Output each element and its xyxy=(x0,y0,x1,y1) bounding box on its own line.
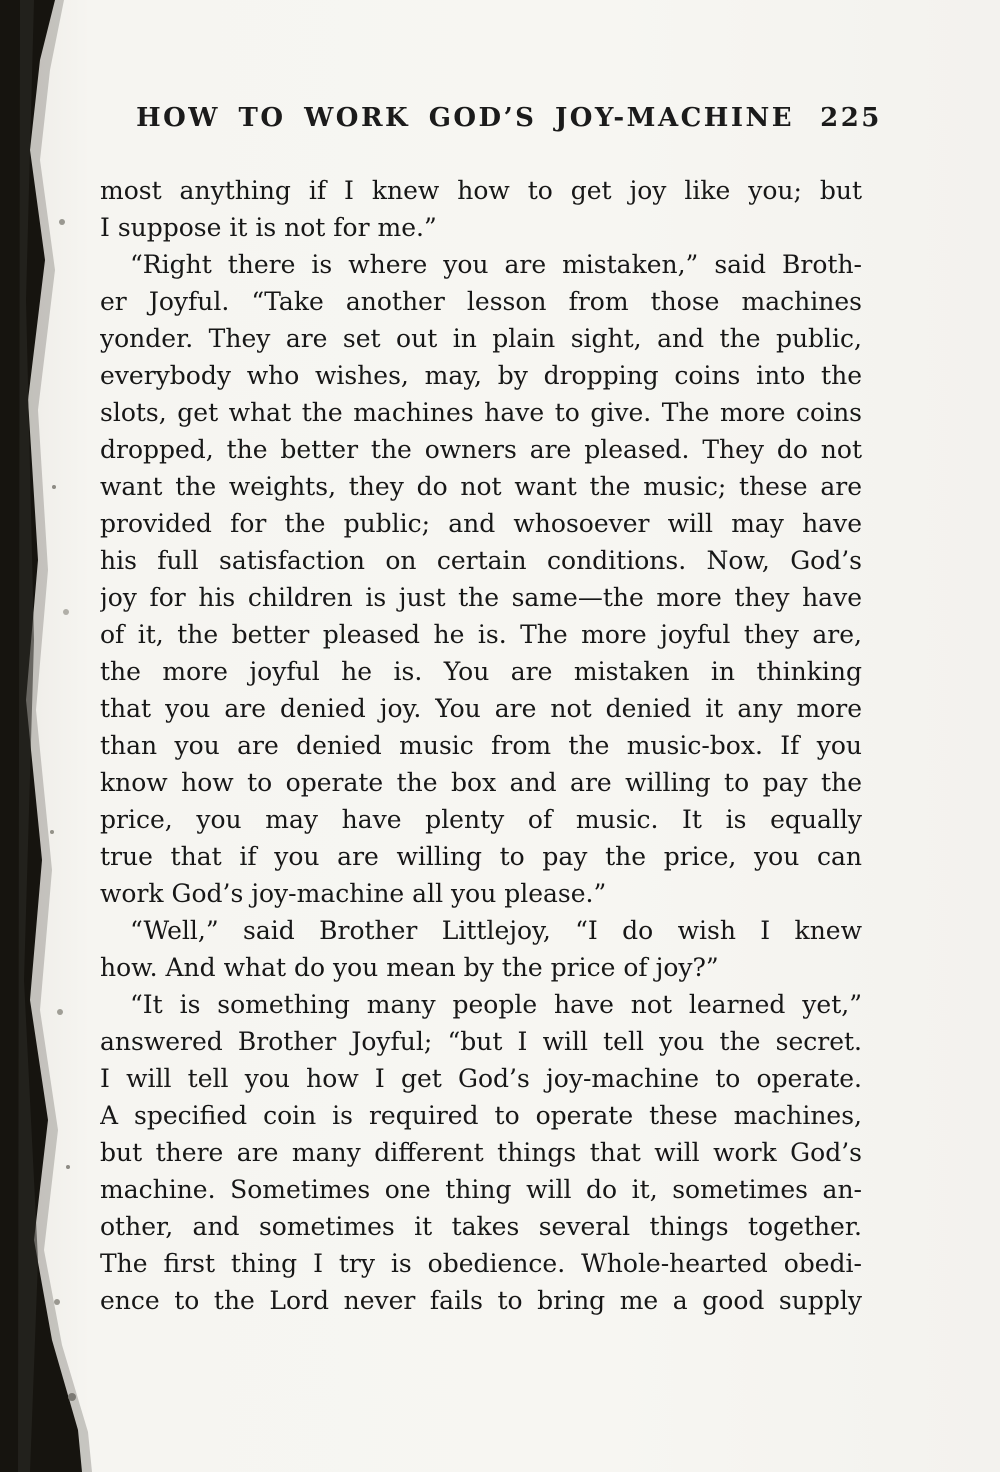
body-text xyxy=(100,172,862,1319)
text-line: that you are denied joy. You are not denied it any more xyxy=(100,694,862,723)
text-line: yonder. They are set out in plain sight, and the public, xyxy=(100,324,862,353)
text-line: other, and sometimes it takes several things together. xyxy=(100,1212,862,1241)
text-line: than you are denied music from the music-box. If you xyxy=(100,731,862,760)
paragraph xyxy=(100,246,862,912)
scan-speckles xyxy=(0,0,4,4)
text-line: I suppose it is not for me.” xyxy=(100,213,437,242)
text-line: the more joyful he is. You are mistaken in thinking xyxy=(100,657,862,686)
running-head xyxy=(128,103,890,133)
text-line: machine. Sometimes one thing will do it, sometimes an- xyxy=(100,1175,862,1204)
text-line: provided for the public; and whosoever will may have xyxy=(100,509,862,538)
text-line: know how to operate the box and are willing to pay the xyxy=(100,768,862,797)
text-line: A specified coin is required to operate these machines, xyxy=(100,1101,862,1130)
text-line: true that if you are willing to pay the price, you can xyxy=(100,842,862,871)
text-line: work God’s joy-machine all you please.” xyxy=(100,879,607,908)
text-line: of it, the better pleased he is. The more joyful they are, xyxy=(100,620,862,649)
text-line: “Right there is where you are mistaken,” said Broth- xyxy=(130,250,862,279)
text-line: “Well,” said Brother Littlejoy, “I do wish I knew xyxy=(130,916,862,945)
paragraph xyxy=(100,172,862,246)
text-line: but there are many different things that will work God’s xyxy=(100,1138,862,1167)
text-line: how. And what do you mean by the price of joy?” xyxy=(100,953,719,982)
page-number: 225 xyxy=(820,103,882,133)
paragraph xyxy=(100,912,862,986)
paragraph xyxy=(100,986,862,1319)
text-line: I will tell you how I get God’s joy-machine to operate. xyxy=(100,1064,862,1093)
text-line: dropped, the better the owners are pleased. They do not xyxy=(100,435,862,464)
text-line: want the weights, they do not want the music; these are xyxy=(100,472,862,501)
text-line: most anything if I knew how to get joy like you; but xyxy=(100,176,862,205)
text-line: The first thing I try is obedience. Whole-hearted obedi- xyxy=(100,1249,862,1278)
text-line: everybody who wishes, may, by dropping coins into the xyxy=(100,361,862,390)
text-line: answered Brother Joyful; “but I will tell you the secret. xyxy=(100,1027,862,1056)
scan-binding-edge xyxy=(0,0,110,1472)
text-line: price, you may have plenty of music. It is equally xyxy=(100,805,862,834)
page-title: HOW TO WORK GOD’S JOY-MACHINE xyxy=(136,103,795,133)
text-line: his full satisfaction on certain conditions. Now, God’s xyxy=(100,546,862,575)
text-line: slots, get what the machines have to give. The more coins xyxy=(100,398,862,427)
text-line: er Joyful. “Take another lesson from those machines xyxy=(100,287,862,316)
text-line: ence to the Lord never fails to bring me a good supply xyxy=(100,1286,862,1315)
text-line: “It is something many people have not learned yet,” xyxy=(130,990,862,1019)
text-line: joy for his children is just the same—the more they have xyxy=(100,583,862,612)
